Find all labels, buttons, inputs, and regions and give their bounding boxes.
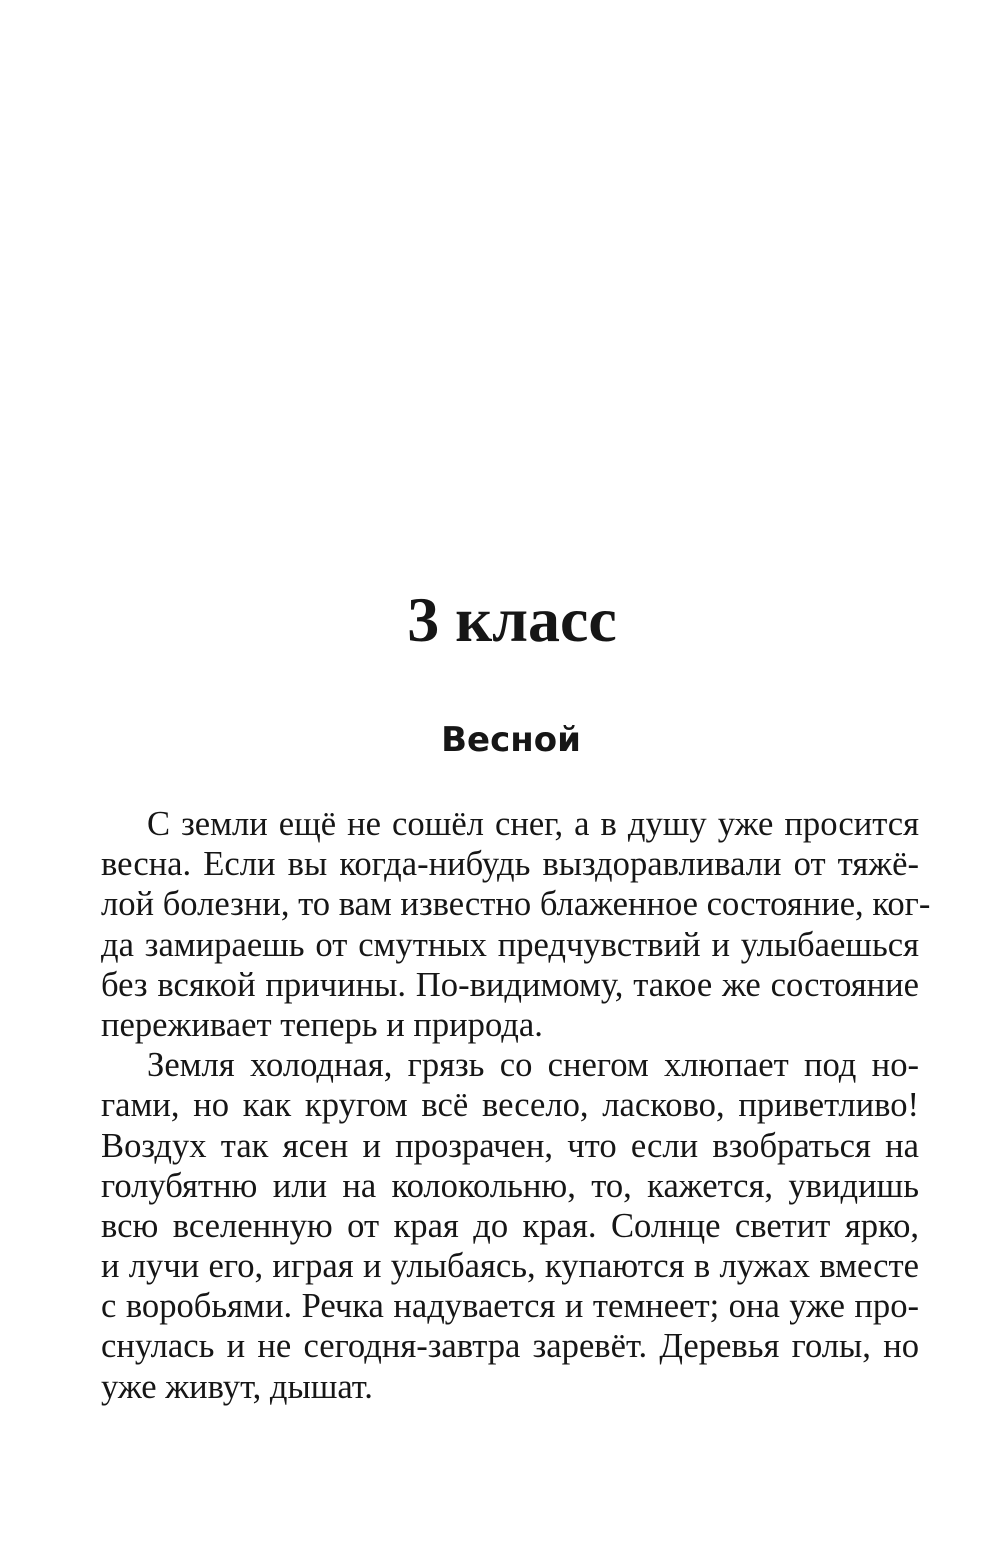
text-line: без всякой причины. По-видимому, такое же состояние: [101, 965, 919, 1004]
text-line: голубятню или на колокольню, то, кажется, увидишь: [101, 1166, 919, 1205]
text-line: Земля холодная, грязь со снегом хлюпает под но-: [147, 1046, 919, 1085]
text-line: переживает теперь и природа.: [101, 1005, 543, 1044]
text-line: Воздух так ясен и прозрачен, что если взобраться на: [101, 1126, 919, 1165]
text-line: да замираешь от смутных предчувствий и улыбаешься: [101, 925, 919, 964]
chapter-title: 3 класс: [407, 584, 617, 655]
text-line: с воробьями. Речка надувается и темнеет; она уже про-: [101, 1287, 919, 1326]
body-text: [101, 804, 931, 1407]
text-line: всю вселенную от края до края. Солнце светит ярко,: [101, 1206, 919, 1245]
text-line: С земли ещё не сошёл снег, а в душу уже просится: [147, 805, 919, 843]
text-line: уже живут, дышат.: [101, 1367, 373, 1406]
section-title: Весной: [441, 720, 581, 760]
text-line: и лучи его, играя и улыбаясь, купаются в лужах вместе: [101, 1247, 919, 1286]
text-line: снулась и не сегодня-завтра заревёт. Деревья голы, но: [101, 1327, 919, 1366]
text-line: лой болезни, то вам известно блаженное состояние, ког-: [101, 885, 931, 924]
text-line: весна. Если вы когда-нибудь выздоравливали от тяжё-: [101, 845, 919, 884]
paragraph: [101, 1045, 919, 1407]
paragraph: [101, 804, 931, 1045]
text-line: гами, но как кругом всё весело, ласково, приветливо!: [101, 1086, 919, 1125]
